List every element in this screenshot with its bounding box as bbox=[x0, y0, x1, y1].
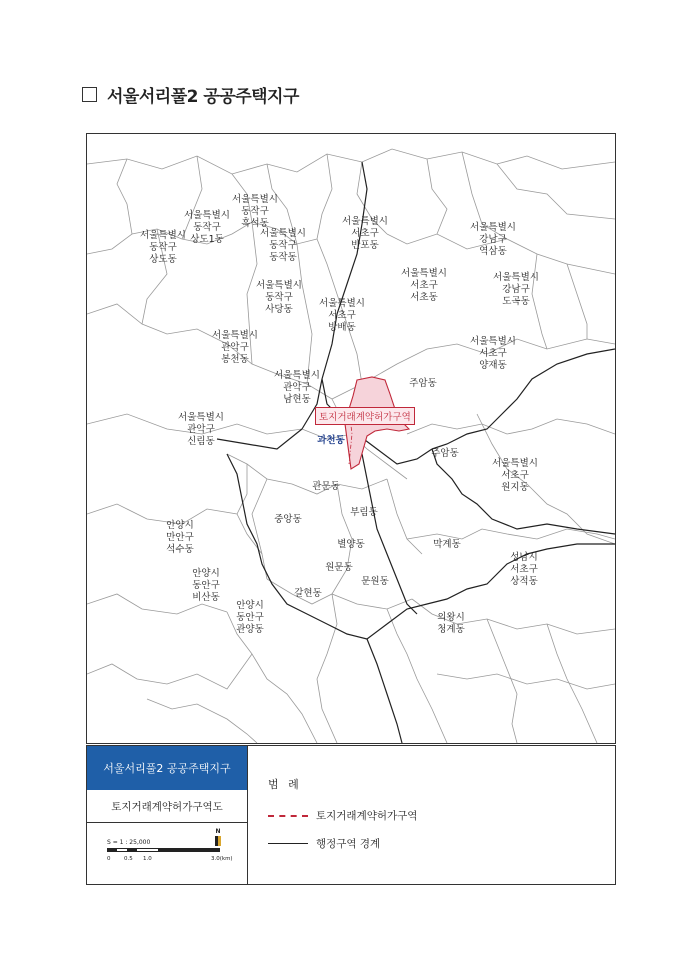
scale-bar bbox=[107, 848, 220, 852]
scale-segment-3 bbox=[158, 849, 220, 851]
region-label-wonmun: 원문동 bbox=[325, 562, 353, 573]
region-label-banpo: 서울특별시 서초구 반포동 bbox=[342, 216, 388, 251]
region-label-cheonggye: 의왕시 청계동 bbox=[437, 612, 465, 635]
region-label-yeoksam: 서울특별시 강남구 역삼동 bbox=[470, 222, 516, 257]
scale-segment-2 bbox=[127, 849, 137, 851]
legend-item-boundary bbox=[268, 836, 380, 851]
region-label-gwanmun: 관문동 bbox=[312, 481, 340, 492]
page-title: 서울서리풀2 공공주택지구 bbox=[107, 87, 299, 107]
region-label-bisan: 안양시 동안구 비산동 bbox=[192, 568, 220, 603]
region-label-sangdo: 서울특별시 동작구 상도동 bbox=[140, 230, 186, 265]
scale-segment-1 bbox=[108, 849, 117, 851]
scale-ticks bbox=[107, 856, 233, 864]
region-label-dongjak: 서울특별시 동작구 동작동 bbox=[260, 228, 306, 263]
region-label-heukseok: 서울특별시 동작구 흑석동 bbox=[232, 194, 278, 229]
legend-item-zone bbox=[268, 808, 417, 823]
region-label-juam2: 주암동 bbox=[431, 448, 459, 459]
region-label-seoksu: 안양시 만안구 석수동 bbox=[166, 520, 194, 555]
region-label-galhyeon: 갈현동 bbox=[294, 588, 322, 599]
scale-tick-1: 1.0 bbox=[143, 856, 152, 862]
title-checkbox-icon bbox=[82, 87, 97, 102]
region-label-gwanyang: 안양시 동안구 관양동 bbox=[236, 600, 264, 635]
region-label-wonji: 서울특별시 서초구 원지동 bbox=[492, 458, 538, 493]
legend-subtitle: 토지거래계약허가구역도 bbox=[87, 790, 247, 823]
scale-label: S = 1 : 25,000 bbox=[107, 839, 151, 846]
scale-area bbox=[87, 823, 247, 884]
region-label-juam1: 주암동 bbox=[409, 378, 437, 389]
legend-heading: 범 례 bbox=[268, 778, 302, 791]
boundary-line-icon bbox=[268, 843, 308, 844]
region-label-gwacheon: 과천동 bbox=[317, 435, 345, 446]
page-title-row bbox=[82, 82, 299, 107]
region-label-byeolyang: 별양동 bbox=[337, 539, 365, 550]
region-label-sillim: 서울특별시 관악구 신림동 bbox=[178, 412, 224, 447]
zone-label-box bbox=[315, 407, 415, 425]
scale-tick-05: 0.5 bbox=[124, 856, 133, 862]
region-label-yangjae: 서울특별시 서초구 양재동 bbox=[470, 336, 516, 371]
north-label: N bbox=[215, 828, 221, 835]
legend-item-zone-label: 토지거래계약허가구역 bbox=[316, 810, 418, 822]
region-label-seocho: 서울특별시 서초구 서초동 bbox=[401, 268, 447, 303]
region-label-bangbae: 서울특별시 서초구 방배동 bbox=[319, 298, 365, 333]
region-label-dogok: 서울특별시 강남구 도곡동 bbox=[493, 272, 539, 307]
legend-title: 서울서리풀2 공공주택지구 bbox=[87, 746, 247, 790]
legend-left-panel bbox=[87, 746, 248, 884]
scale-tick-3: 3.0(km) bbox=[211, 856, 233, 862]
region-label-sangdo1: 서울특별시 동작구 상도1동 bbox=[184, 210, 230, 245]
legend-item-boundary-label: 행정구역 경계 bbox=[316, 838, 381, 850]
zone-line-icon bbox=[268, 815, 308, 817]
region-label-bongcheon: 서울특별시 관악구 봉천동 bbox=[212, 330, 258, 365]
legend-panel bbox=[86, 745, 616, 885]
legend-right-panel bbox=[248, 746, 615, 884]
region-label-sadang: 서울특별시 동작구 사당동 bbox=[256, 280, 302, 315]
map-frame bbox=[86, 133, 616, 744]
region-label-sangjeok: 성남시 서초구 상적동 bbox=[510, 552, 538, 587]
region-label-munwon: 문원동 bbox=[361, 576, 389, 587]
scale-tick-0: 0 bbox=[107, 856, 111, 862]
region-label-burim: 부림동 bbox=[350, 507, 378, 518]
region-label-makgye: 막계동 bbox=[433, 539, 461, 550]
region-label-namhyeon: 서울특별시 관악구 남현동 bbox=[274, 370, 320, 405]
region-label-jungang: 중앙동 bbox=[274, 514, 302, 525]
north-arrow-icon bbox=[213, 829, 223, 847]
zone-label: 토지거래계약허가구역 bbox=[319, 412, 411, 423]
